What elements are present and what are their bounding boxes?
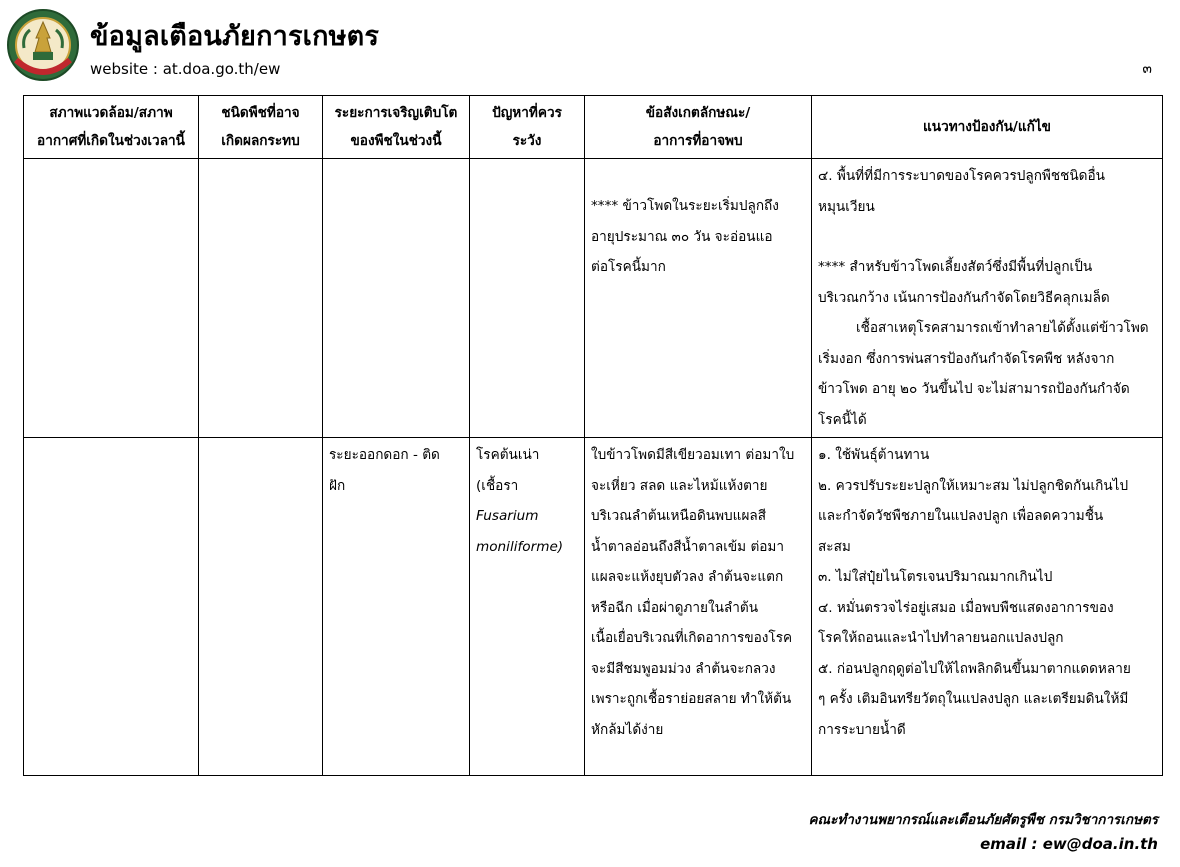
footer-organization: คณะทำงานพยากรณ์และเตือนภัยศัตรูพืช กรมวิชาการเกษตร xyxy=(808,812,1158,828)
website-url: website : at.doa.go.th/ew xyxy=(90,60,281,78)
table-header-row xyxy=(24,96,1163,159)
cell-symptoms: ใบข้าวโพดมีสีเขียวอมเทา ต่อมาใบ จะเหี่ยว สลด และไหม้แห้งตาย บริเวณลำต้นเหนือดินพบแผลสี น้ำตาลอ่อนถึงสีน้ำตาลเข้ม ต่อมา แผลจะแห้งยุบตัวลง ลำต้นจะแตก หรือฉีก เมื่อผ่าดูภายในลำต้น เนื้อเยื่อบริเวณที่เกิดอาการของโรค จะมีสีชมพูอมม่วง ลำต้นจะกลวง เพราะถูกเชื้อราย่อยสลาย ทำให้ต้น หักล้มได้ง่าย xyxy=(585,438,812,776)
col-header-problem: ปัญหาที่ควร ระวัง xyxy=(470,96,585,159)
cell-environment xyxy=(24,438,199,776)
doa-logo xyxy=(6,8,80,82)
warning-table xyxy=(23,95,1163,776)
cell-stage xyxy=(323,159,470,438)
cell-symptoms: **** ข้าวโพดในระยะเริ่มปลูกถึง อายุประมาณ ๓๐ วัน จะอ่อนแอ ต่อโรคนี้มาก xyxy=(585,159,812,438)
cell-prevention: ๑. ใช้พันธุ์ต้านทาน ๒. ควรปรับระยะปลูกให้เหมาะสม ไม่ปลูกชิดกันเกินไป และกำจัดวัชพืชภายในแปลงปลูก เพื่อลดความชื้น สะสม ๓. ไม่ใส่ปุ๋ยไนโตรเจนปริมาณมากเกินไป ๔. หมั่นตรวจไร่อยู่เสมอ เมื่อพบพืชแสดงอาการของ โรคให้ถอนและนำไปทำลายนอกแปลงปลูก ๕. ก่อนปลูกฤดูต่อไปให้ไถพลิกดินขึ้นมาตากแดดหลาย ๆ ครั้ง เติมอินทรียวัตถุในแปลงปลูก และเตรียมดินให้มี การระบายน้ำดี xyxy=(812,438,1163,776)
cell-problem: โรคต้นเน่า (เชื้อรา Fusarium moniliforme) xyxy=(470,438,585,776)
col-header-prevention: แนวทางป้องกัน/แก้ไข xyxy=(812,96,1163,159)
page-number: ๓ xyxy=(1142,61,1152,77)
page-title: ข้อมูลเตือนภัยการเกษตร xyxy=(90,21,380,52)
cell-environment xyxy=(24,159,199,438)
footer-email: email : ew@doa.in.th xyxy=(980,835,1158,853)
col-header-stage: ระยะการเจริญเติบโต ของพืชในช่วงนี้ xyxy=(323,96,470,159)
cell-problem xyxy=(470,159,585,438)
col-header-crop: ชนิดพืชที่อาจ เกิดผลกระทบ xyxy=(199,96,323,159)
col-header-environment: สภาพแวดล้อม/สภาพ อากาศที่เกิดในช่วงเวลานี้ xyxy=(24,96,199,159)
table-row xyxy=(24,159,1163,438)
cell-stage: ระยะออกดอก - ติด ฝัก xyxy=(323,438,470,776)
cell-crop xyxy=(199,159,323,438)
doa-seal-icon xyxy=(6,8,80,82)
cell-prevention: ๔. พื้นที่ที่มีการระบาดของโรคควรปลูกพืชชนิดอื่น หมุนเวียน **** สำหรับข้าวโพดเลี้ยงสัตว์ซึ่งมีพื้นที่ปลูกเป็น บริเวณกว้าง เน้นการป้องกันกำจัดโดยวิธีคลุกเมล็ด เชื้อสาเหตุโรคสามารถเข้าทำลายได้ตั้งแต่ข้าวโพด เริ่มงอก ซึ่งการพ่นสารป้องกันกำจัดโรคพืช หลังจาก ข้าวโพด อายุ ๒๐ วันขึ้นไป จะไม่สามารถป้องกันกำจัด โรคนี้ได้ xyxy=(812,159,1163,438)
cell-crop xyxy=(199,438,323,776)
table-row xyxy=(24,438,1163,776)
col-header-symptoms: ข้อสังเกตลักษณะ/ อาการที่อาจพบ xyxy=(585,96,812,159)
